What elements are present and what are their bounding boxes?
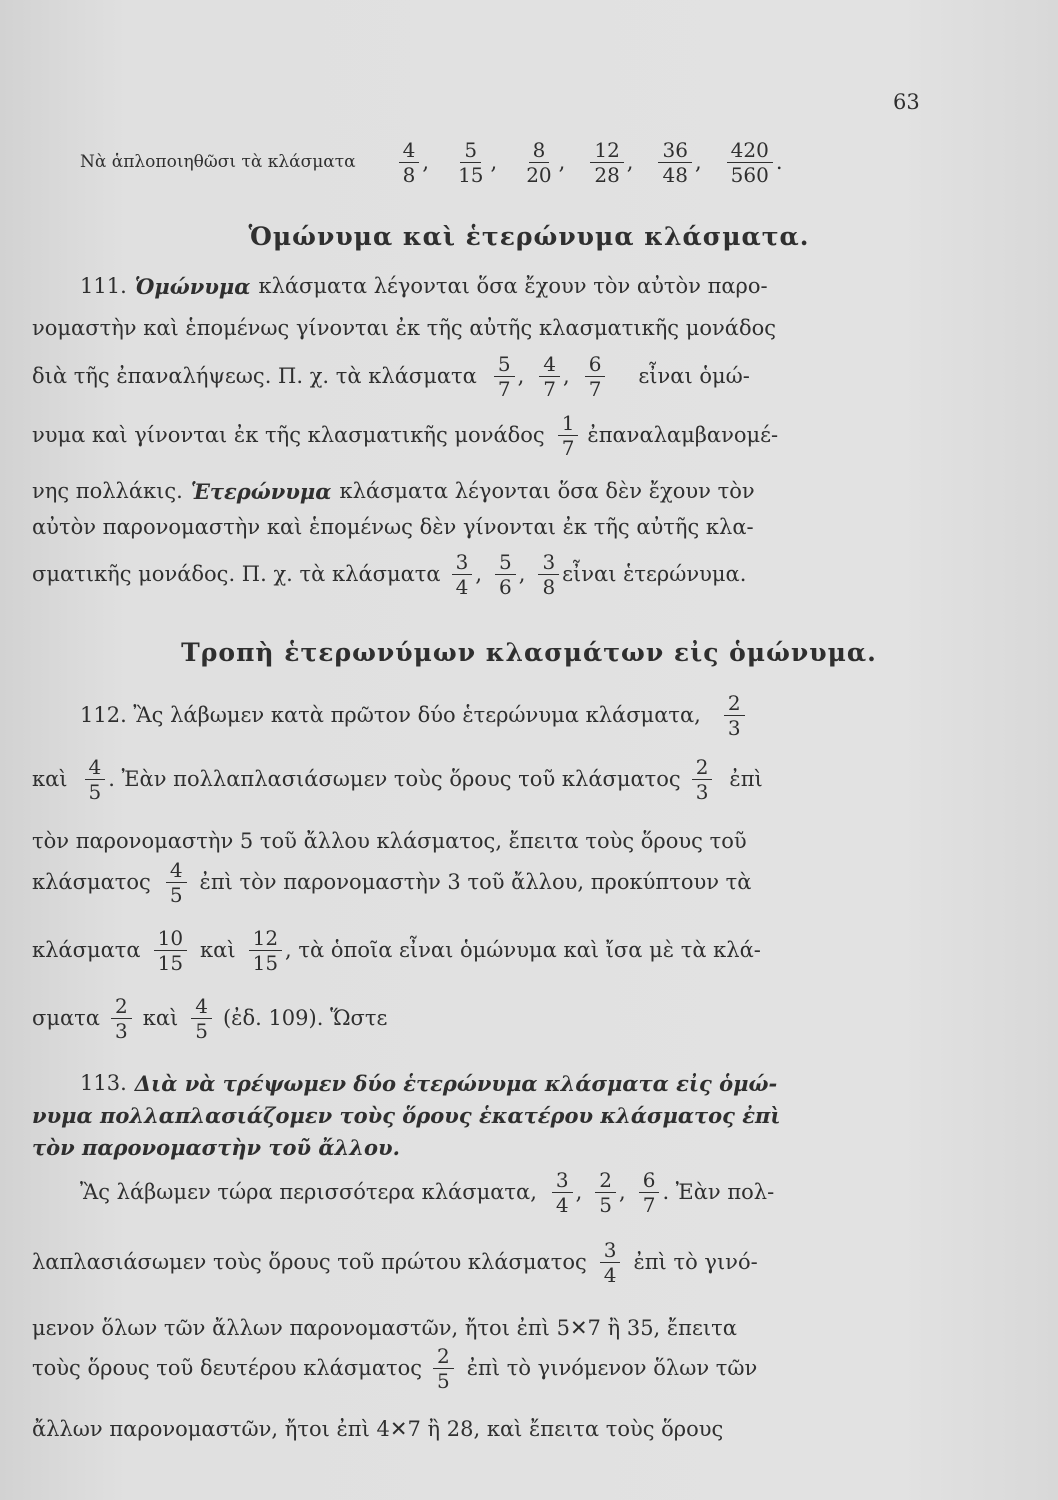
fraction: $\frac{2}{3}$: [724, 693, 745, 738]
text-line: τὸν παρονομαστὴν 5 τοῦ ἄλλου κλάσματος, ἔπειτα τοὺς ὅρους τοῦ: [32, 829, 747, 853]
text-line: 111. Ὁμώνυμα κλάσματα λέγονται ὅσα ἔχουν τὸν αὐτὸν παρο-: [80, 274, 768, 299]
fraction: $\frac{5}{6}$: [495, 552, 516, 597]
fraction: $\frac{6}{7}$: [639, 1170, 660, 1215]
text-line: λαπλασιάσωμεν τοὺς ὅρους τοῦ πρώτου κλάσματος $\frac{3}{4}$ ἐπὶ τὸ γινό-: [32, 1238, 758, 1287]
text-line: κλάσματος $\frac{4}{5}$ ἐπὶ τὸν παρονομαστὴν 3 τοῦ ἄλλου, προκύπτουν τὰ: [32, 858, 752, 907]
text-line: διὰ τῆς ἐπαναλήψεως. Π. χ. τὰ κλάσματα $\frac{5}{7}$ , $\frac{4}{7}$ , $\frac{6}{7}$ εἶναι ὁμώ-: [32, 352, 750, 401]
fraction: $\frac{4}{5}$: [85, 757, 106, 802]
text-line: κλάσματα $\frac{10}{15}$ καὶ $\frac{12}{15}$ , τὰ ὁποῖα εἶναι ὁμώνυμα καὶ ἴσα μὲ τὰ κλά-: [32, 926, 761, 975]
text-line: μενον ὅλων τῶν ἄλλων παρονομαστῶν, ἤτοι ἐπὶ 5✕7 ἢ 35, ἔπειτα: [32, 1316, 737, 1340]
section-heading: Τροπὴ ἑτερωνύμων κλασμάτων εἰς ὁμώνυμα.: [181, 638, 877, 667]
fraction: $\frac{4}{7}$: [539, 354, 560, 399]
fraction: $\frac{4}{8}$: [399, 140, 420, 185]
page-number: 63: [893, 90, 920, 114]
fraction: $\frac{2}{3}$: [111, 996, 132, 1041]
text-line: Ἂς λάβωμεν τώρα περισσότερα κλάσματα, $\frac{3}{4}$ , $\frac{2}{5}$ , $\frac{6}{7}$ . Ἐὰν πολ-: [80, 1168, 775, 1217]
term: Ὁμώνυμα: [134, 274, 251, 299]
fraction: $\frac{3}{4}$: [552, 1170, 573, 1215]
term: Ἑτερώνυμα: [190, 479, 332, 504]
text-line: νυμα καὶ γίνονται ἐκ τῆς κλασματικῆς μονάδος $\frac{1}{7}$ ἐπαναλαμβανομέ-: [32, 411, 779, 460]
fraction: $\frac{4}{5}$: [166, 860, 187, 905]
exercise-line: Νὰ ἁπλοποιηθῶσι τὰ κλάσματα $\frac{4}{8}$ , $\frac{5}{15}$ , $\frac{8}{20}$ , $\frac{12}{28}$ , $\frac{36}{48}$ , $\frac{420}{560}$ .: [80, 138, 783, 187]
text-line: νυμα πολλαπλασιάζομεν τοὺς ὅρους ἑκατέρου κλάσματος ἐπὶ: [32, 1103, 781, 1128]
fraction: $\frac{2}{5}$: [595, 1170, 616, 1215]
text-line: τοὺς ὅρους τοῦ δευτέρου κλάσματος $\frac{2}{5}$ ἐπὶ τὸ γινόμενον ὅλων τῶν: [32, 1344, 758, 1393]
fraction: $\frac{420}{560}$: [727, 140, 773, 185]
text-line: 113. Διὰ νὰ τρέψωμεν δύο ἑτερώνυμα κλάσματα εἰς ὁμώ-: [80, 1071, 778, 1096]
fraction: $\frac{12}{28}$: [590, 140, 623, 185]
text-line: σματικῆς μονάδος. Π. χ. τὰ κλάσματα $\frac{3}{4}$ , $\frac{5}{6}$ , $\frac{3}{8}$ εἶναι ἑτερώνυμα.: [32, 550, 747, 599]
fraction: $\frac{3}{8}$: [538, 552, 559, 597]
text-line: νομαστὴν καὶ ἑπομένως γίνονται ἐκ τῆς αὐτῆς κλασματικῆς μονάδος: [32, 316, 777, 340]
text-line: σματα $\frac{2}{3}$ καὶ $\frac{4}{5}$ (ἐδ. 109). Ὥστε: [32, 994, 388, 1043]
fraction: $\frac{2}{3}$: [692, 757, 713, 802]
section-heading: Ὁμώνυμα καὶ ἑτερώνυμα κλάσματα.: [248, 222, 810, 251]
fraction: $\frac{2}{5}$: [433, 1346, 454, 1391]
fraction: $\frac{1}{7}$: [558, 413, 579, 458]
fraction: $\frac{12}{15}$: [249, 928, 282, 973]
fraction: $\frac{5}{7}$: [494, 354, 515, 399]
fraction: $\frac{36}{48}$: [658, 140, 691, 185]
fraction: $\frac{8}{20}$: [526, 138, 552, 187]
text-line: καὶ $\frac{4}{5}$ . Ἐὰν πολλαπλασιάσωμεν τοὺς ὅρους τοῦ κλάσματος $\frac{2}{3}$ ἐπὶ: [32, 755, 763, 804]
fraction: $\frac{5}{15}$: [458, 138, 484, 187]
fraction: $\frac{6}{7}$: [585, 354, 606, 399]
fraction: $\frac{4}{5}$: [191, 996, 212, 1041]
text-line: 112. Ἂς λάβωμεν κατὰ πρῶτον δύο ἑτερώνυμα κλάσματα, $\frac{2}{3}$: [80, 693, 1020, 738]
text-line: τὸν παρονομαστὴν τοῦ ἄλλου.: [32, 1135, 400, 1160]
text-line: νης πολλάκις. Ἑτερώνυμα κλάσματα λέγονται ὅσα δὲν ἔχουν τὸν: [32, 479, 755, 504]
fraction: $\frac{3}{4}$: [452, 552, 473, 597]
fraction: $\frac{3}{4}$: [600, 1240, 621, 1285]
text-line: ἄλλων παρονομαστῶν, ἤτοι ἐπὶ 4✕7 ἢ 28, καὶ ἔπειτα τοὺς ὅρους: [32, 1417, 724, 1441]
fraction: $\frac{10}{15}$: [154, 928, 187, 973]
text-line: αὐτὸν παρονομαστὴν καὶ ἑπομένως δὲν γίνονται ἐκ τῆς αὐτῆς κλα-: [32, 515, 754, 539]
